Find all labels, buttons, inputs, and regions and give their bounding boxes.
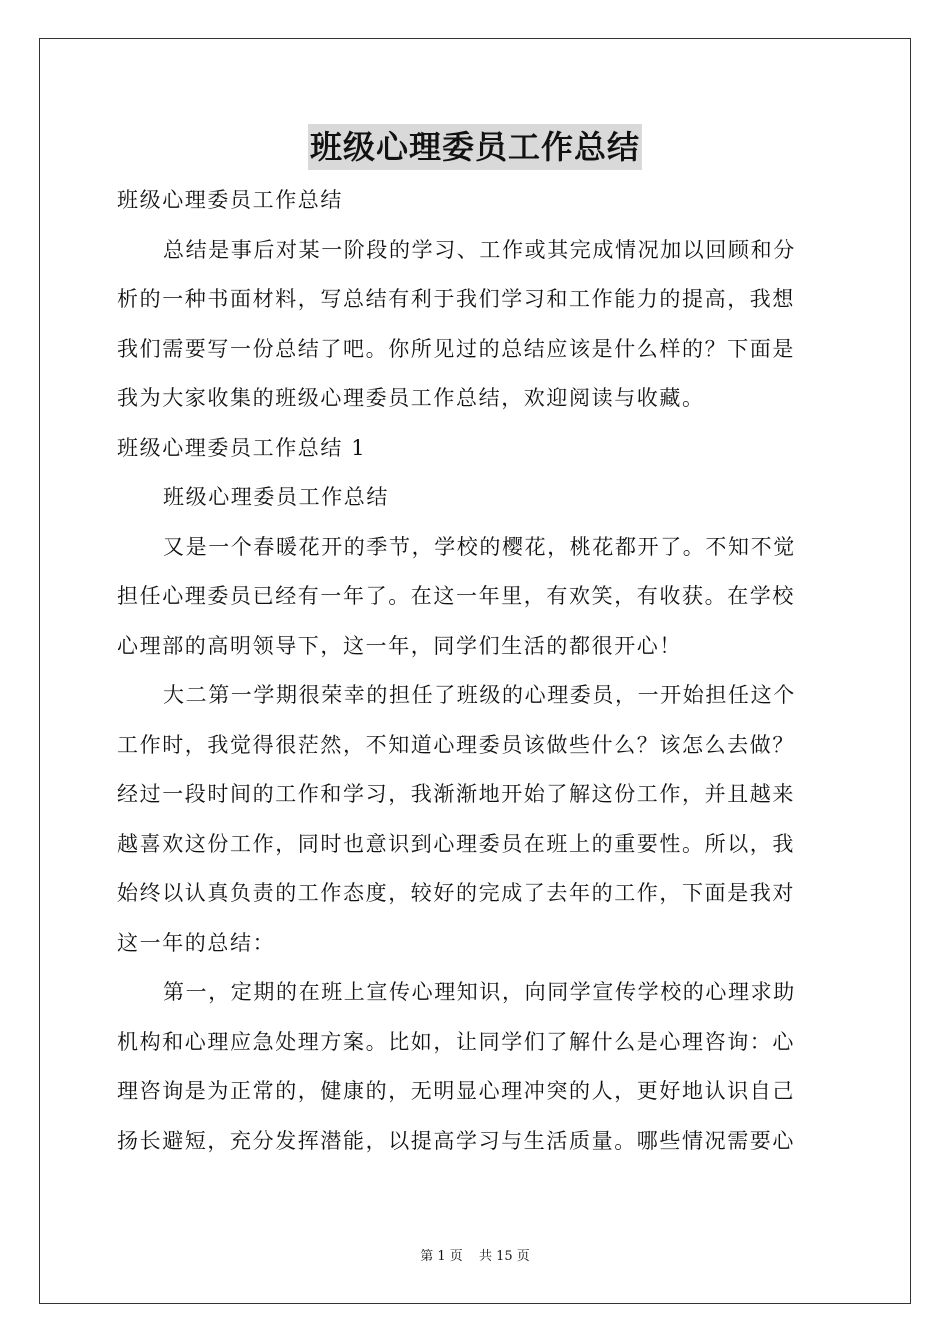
page-total: 共 15 页 bbox=[478, 1249, 530, 1264]
text-line: 第一，定期的在班上宣传心理知识，向同学宣传学校的心理求助 bbox=[163, 980, 796, 1004]
text-line: 始终以认真负责的工作态度，较好的完成了去年的工作，下面是我对 bbox=[117, 881, 795, 905]
text-line: 越喜欢这份工作，同时也意识到心理委员在班上的重要性。所以，我 bbox=[117, 831, 795, 856]
text-line: 经过一段时间的工作和学习，我渐渐地开始了解这份工作，并且越来 bbox=[117, 782, 795, 806]
text-line: 又是一个春暖花开的季节，学校的樱花，桃花都开了。不知不觉 bbox=[163, 534, 796, 559]
text-line: 班级心理委员工作总结 bbox=[163, 485, 389, 509]
text-line: 工作时，我觉得很茫然，不知道心理委员该做些什么？该怎么去做？ bbox=[117, 732, 795, 757]
text-line: 心理部的高明领导下，这一年，同学们生活的都很开心！ bbox=[117, 633, 682, 658]
text-line: 机构和心理应急处理方案。比如，让同学们了解什么是心理咨询：心 bbox=[117, 1029, 795, 1054]
text-line: 我们需要写一份总结了吧。你所见过的总结应该是什么样的？下面是 bbox=[117, 336, 795, 361]
text-line: 总结是事后对某一阶段的学习、工作或其完成情况加以回顾和分 bbox=[163, 237, 796, 262]
text-line: 我为大家收集的班级心理委员工作总结，欢迎阅读与收藏。 bbox=[117, 386, 705, 410]
page-number: 第 1 页 bbox=[420, 1249, 463, 1264]
document-body bbox=[117, 176, 833, 1166]
text-line: 班级心理委员工作总结 bbox=[117, 188, 343, 212]
text-line: 这一年的总结： bbox=[117, 930, 276, 955]
document-title: 班级心理委员工作总结 bbox=[308, 124, 642, 170]
text-line: 析的一种书面材料，写总结有利于我们学习和工作能力的提高，我想 bbox=[117, 287, 795, 311]
text-line: 班级心理委员工作总结 1 bbox=[117, 435, 367, 460]
text-line: 担任心理委员已经有一年了。在这一年里，有欢笑，有收获。在学校 bbox=[117, 584, 795, 608]
text-line: 理咨询是为正常的，健康的，无明显心理冲突的人，更好地认识自己 bbox=[117, 1079, 795, 1103]
title-wrap bbox=[0, 124, 950, 170]
page-footer bbox=[0, 1245, 950, 1264]
text-line: 扬长避短，充分发挥潜能，以提高学习与生活质量。哪些情况需要心 bbox=[117, 1128, 795, 1153]
text-line: 大二第一学期很荣幸的担任了班级的心理委员，一开始担任这个 bbox=[163, 683, 796, 707]
